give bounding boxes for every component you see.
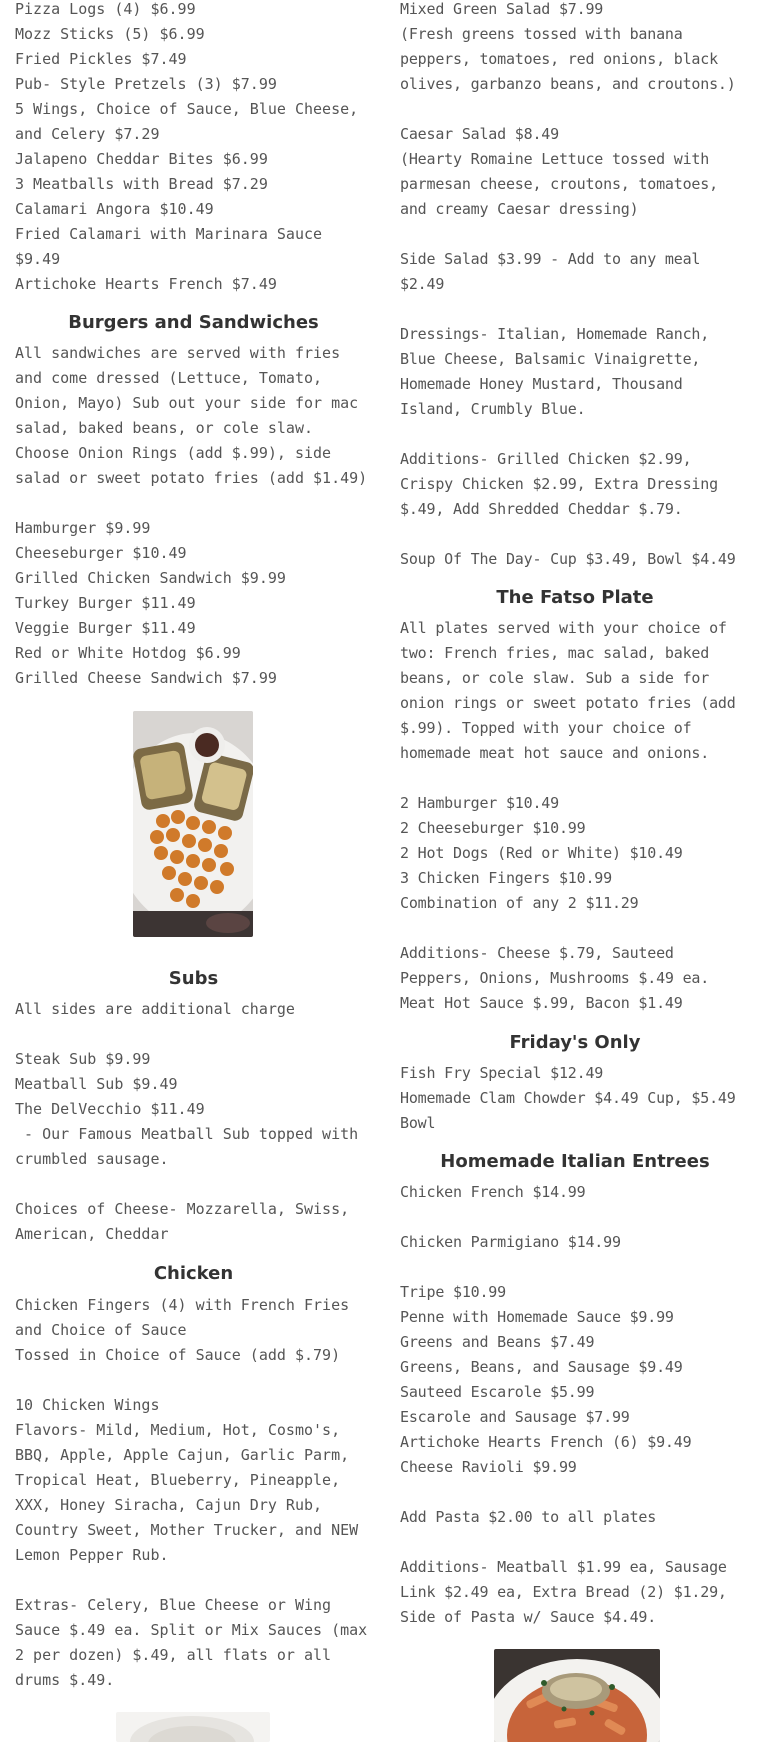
section-intro: All sides are additional charge (15, 1000, 295, 1018)
menu-item: Mixed Green Salad $7.99 (400, 0, 604, 18)
section-heading-burgers: Burgers and Sandwiches (68, 312, 319, 333)
subs-section (15, 997, 372, 1247)
menu-item: 2 Hot Dogs (Red or White) $10.49 (400, 844, 683, 862)
menu-item: Greens and Beans $7.49 (400, 1333, 595, 1351)
menu-item: 10 Chicken Wings (15, 1396, 160, 1414)
cheese-choices: Choices of Cheese- Mozzarella, Swiss, American, Cheddar (15, 1200, 350, 1243)
section-heading-chicken: Chicken (153, 1263, 234, 1284)
menu-item: Sauteed Escarole $5.99 (400, 1383, 595, 1401)
menu-item: Jalapeno Cheddar Bites $6.99 (15, 150, 268, 168)
menu-item: Mozz Sticks (5) $6.99 (15, 25, 205, 43)
fatso-section (400, 616, 750, 1016)
menu-item-description: (Fresh greens tossed with banana peppers, tomatoes, red onions, black olives, garbanzo beans, and croutons.) (400, 25, 736, 93)
salads-section (400, 0, 750, 572)
pasta-photo (494, 1649, 660, 1742)
chicken-section (15, 1293, 372, 1693)
menu-item: Pub- Style Pretzels (3) $7.99 (15, 75, 277, 93)
menu-item: Fish Fry Special $12.49 (400, 1064, 604, 1082)
menu-item: Fried Pickles $7.49 (15, 50, 187, 68)
section-heading-subs: Subs (168, 968, 219, 989)
section-heading-friday: Friday's Only (509, 1032, 641, 1053)
menu-item: Homemade Clam Chowder $4.49 Cup, $5.49 Bowl (400, 1089, 736, 1132)
menu-item-note: Tossed in Choice of Sauce (add $.79) (15, 1346, 341, 1364)
menu-item: The DelVecchio $11.49 (15, 1100, 205, 1118)
dressings-list: Dressings- Italian, Homemade Ranch, Blue Cheese, Balsamic Vinaigrette, Homemade Honey Mustard, Thousand Island, Crumbly Blue. (400, 325, 710, 418)
additions-list: Additions- Meatball $1.99 ea, Sausage Link $2.49 ea, Extra Bread (2) $1.29, Side of Pasta w/ Sauce $4.49. (400, 1558, 727, 1626)
menu-item: Grilled Chicken Sandwich $9.99 (15, 569, 286, 587)
menu-item: Soup Of The Day- Cup $3.49, Bowl $4.49 (400, 550, 736, 568)
menu-item: Calamari Angora $10.49 (15, 200, 214, 218)
burgers-section (15, 341, 372, 691)
menu-item-description: (Hearty Romaine Lettuce tossed with parmesan cheese, croutons, tomatoes, and creamy Caesar dressing) (400, 150, 718, 218)
menu-item: Grilled Cheese Sandwich $7.99 (15, 669, 277, 687)
menu-item: Hamburger $9.99 (15, 519, 151, 537)
section-heading-italian: Homemade Italian Entrees (440, 1151, 710, 1172)
menu-item: Steak Sub $9.99 (15, 1050, 151, 1068)
section-intro: All sandwiches are served with fries and come dressed (Lettuce, Tomato, Onion, Mayo) Sub out your side for mac salad, baked beans, or cole slaw. Choose Onion Rings (add $.99), side salad or sweet potato fries (add $1.49) (15, 344, 368, 487)
bowl-photo (116, 1712, 270, 1742)
menu-item: 5 Wings, Choice of Sauce, Blue Cheese, and Celery $7.29 (15, 100, 359, 143)
menu-item: Tripe $10.99 (400, 1283, 506, 1301)
menu-item: Meatball Sub $9.49 (15, 1075, 178, 1093)
menu-item: Red or White Hotdog $6.99 (15, 644, 241, 662)
menu-item: Side Salad $3.99 - Add to any meal $2.49 (400, 250, 701, 293)
menu-item: Artichoke Hearts French $7.49 (15, 275, 277, 293)
menu-item: Fried Calamari with Marinara Sauce $9.49 (15, 225, 323, 268)
menu-item: Artichoke Hearts French (6) $9.49 (400, 1433, 692, 1451)
italian-section (400, 1180, 750, 1630)
menu-item: Chicken Fingers (4) with French Fries and Choice of Sauce (15, 1296, 350, 1339)
additions-list: Additions- Grilled Chicken $2.99, Crispy Chicken $2.99, Extra Dressing $.49, Add Shredded Cheddar $.79. (400, 450, 718, 518)
menu-item: Combination of any 2 $11.29 (400, 894, 639, 912)
menu-item: Chicken French $14.99 (400, 1183, 586, 1201)
menu-item: 2 Hamburger $10.49 (400, 794, 559, 812)
menu-item: Penne with Homemade Sauce $9.99 (400, 1308, 674, 1326)
appetizers-list (15, 0, 372, 297)
menu-item: Chicken Parmigiano $14.99 (400, 1233, 621, 1251)
menu-item: 3 Chicken Fingers $10.99 (400, 869, 612, 887)
extras-note: Extras- Celery, Blue Cheese or Wing Sauce $.49 ea. Split or Mix Sauces (max 2 per dozen) $.49, all flats or all drums $.49. (15, 1596, 368, 1689)
menu-item-description: - Our Famous Meatball Sub topped with crumbled sausage. (15, 1125, 368, 1168)
section-heading-fatso: The Fatso Plate (496, 587, 654, 608)
menu-item: 2 Cheeseburger $10.99 (400, 819, 586, 837)
menu-item: Turkey Burger $11.49 (15, 594, 196, 612)
menu-item: Veggie Burger $11.49 (15, 619, 196, 637)
menu-item: Caesar Salad $8.49 (400, 125, 559, 143)
friday-section (400, 1061, 750, 1136)
menu-item: Cheeseburger $10.49 (15, 544, 187, 562)
pasta-note: Add Pasta $2.00 to all plates (400, 1508, 657, 1526)
sandwich-tots-photo (133, 711, 253, 937)
menu-item: Greens, Beans, and Sausage $9.49 (400, 1358, 683, 1376)
wing-flavors: Flavors- Mild, Medium, Hot, Cosmo's, BBQ, Apple, Apple Cajun, Garlic Parm, Tropical Heat, Blueberry, Pineapple, XXX, Honey Siracha, Cajun Dry Rub, Country Sweet, Mother Trucker, and NEW Lemon Pepper Rub. (15, 1421, 359, 1564)
menu-item: 3 Meatballs with Bread $7.29 (15, 175, 268, 193)
section-intro: All plates served with your choice of two: French fries, mac salad, baked beans, or cole slaw. Sub a side for onion rings or sweet potato fries (add $.99). Topped with your choice of homemade meat hot sauce and onions. (400, 619, 736, 762)
menu-item: Pizza Logs (4) $6.99 (15, 0, 196, 18)
menu-item: Escarole and Sausage $7.99 (400, 1408, 630, 1426)
menu-item: Cheese Ravioli $9.99 (400, 1458, 577, 1476)
additions-list: Additions- Cheese $.79, Sauteed Peppers, Onions, Mushrooms $.49 ea. Meat Hot Sauce $.99, Bacon $1.49 (400, 944, 710, 1012)
